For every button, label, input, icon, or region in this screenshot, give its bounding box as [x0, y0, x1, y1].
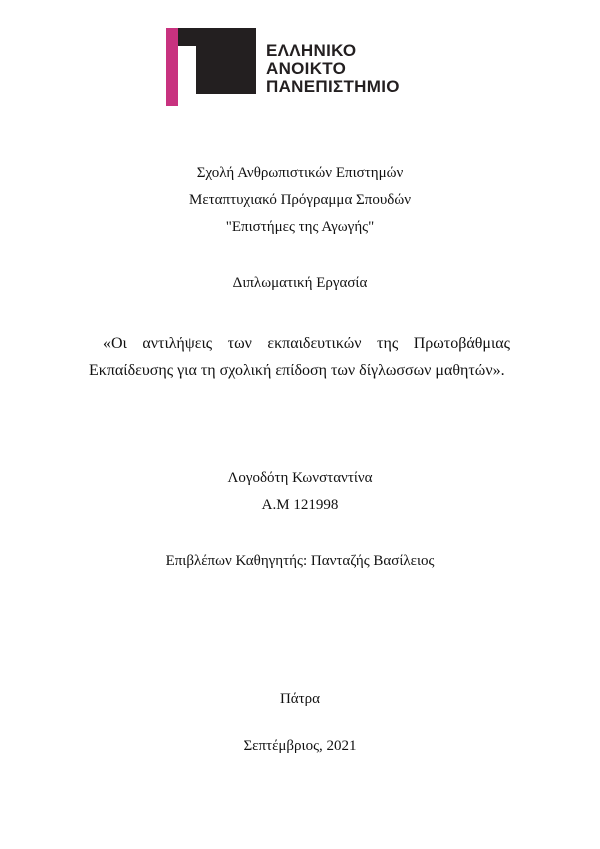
document-type: Διπλωματική Εργασία	[232, 275, 368, 291]
program-title: Μεταπτυχιακό Πρόγραμμα Σπουδών	[188, 192, 412, 208]
logo-line-1: ΕΛΛΗΝΙΚΟ	[266, 41, 357, 60]
author-name: Λογοδότη Κωνσταντίνα	[227, 470, 373, 486]
university-logo-mark-icon	[166, 28, 256, 106]
date: Σεπτέμβριος, 2021	[243, 738, 357, 754]
logo-line-3: ΠΑΝΕΠΙΣΤΗΜΙΟ	[266, 77, 400, 96]
student-id: Α.Μ 121998	[261, 497, 339, 513]
university-logo	[166, 28, 426, 108]
thesis-title: «Οι αντιλήψεις των εκπαιδευτικών της Πρωτοβάθμιας Εκπαίδευσης για τη σχολική επίδοση των δίγλωσσων μαθητών».	[89, 335, 510, 379]
program-name: "Επιστήμες της Αγωγής"	[225, 219, 375, 235]
logo-line-2: ΑΝΟΙΚΤΟ	[266, 59, 347, 78]
university-logo-text	[266, 42, 400, 96]
city: Πάτρα	[279, 691, 321, 707]
supervisor: Επιβλέπων Καθηγητής: Πανταζής Βασίλειος	[165, 553, 435, 569]
school-name: Σχολή Ανθρωπιστικών Επιστημών	[196, 165, 404, 181]
